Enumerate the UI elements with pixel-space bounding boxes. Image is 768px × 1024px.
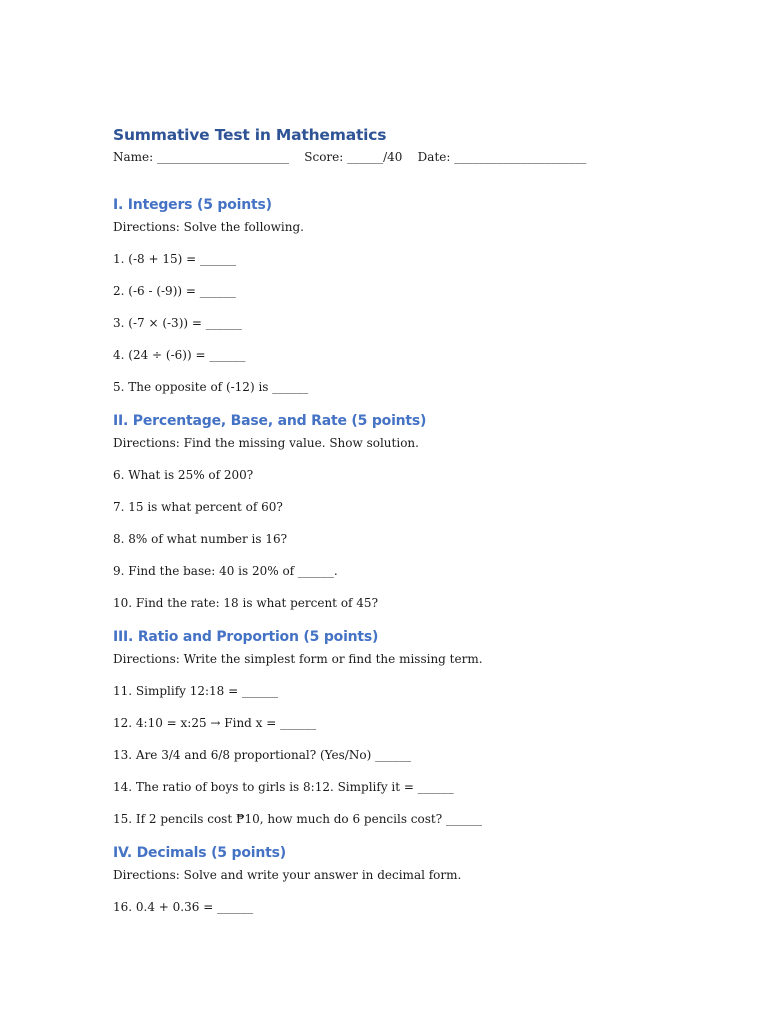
question-item: 4. (24 ÷ (-6)) = ______ [113,348,246,362]
section-heading: IV. Decimals (5 points) [113,845,286,861]
question-item: 2. (-6 - (-9)) = ______ [113,284,236,298]
question-item: 10. Find the rate: 18 is what percent of 45? [113,596,379,610]
section-heading: III. Ratio and Proportion (5 points) [113,629,379,645]
question-item: 6. What is 25% of 200? [113,468,254,482]
question-item: 1. (-8 + 15) = ______ [113,252,236,266]
section-heading: I. Integers (5 points) [113,197,272,213]
section-integers [113,195,673,396]
question-item: 14. The ratio of boys to girls is 8:12. Simplify it = ______ [113,780,454,794]
section-directions: Directions: Solve the following. [113,220,304,234]
section-percentage [113,411,673,612]
section-directions: Directions: Write the simplest form or find the missing term. [113,652,483,666]
question-item: 9. Find the base: 40 is 20% of ______. [113,564,338,578]
question-item: 5. The opposite of (-12) is ______ [113,380,309,394]
question-item: 15. If 2 pencils cost ₱10, how much do 6 pencils cost? ______ [113,812,482,826]
section-directions: Directions: Find the missing value. Show solution. [113,436,419,450]
question-item: 11. Simplify 12:18 = ______ [113,684,278,698]
document-page [113,124,673,916]
question-item: 3. (-7 × (-3)) = ______ [113,316,242,330]
section-decimals [113,843,673,916]
section-heading: II. Percentage, Base, and Rate (5 points) [113,413,427,429]
section-directions: Directions: Solve and write your answer in decimal form. [113,868,462,882]
name-score-date-line: Name: ______________________ Score: ______/40 Date: ______________________ [113,150,587,164]
section-ratio [113,627,673,828]
page-title: Summative Test in Mathematics [113,126,387,144]
question-item: 13. Are 3/4 and 6/8 proportional? (Yes/No) ______ [113,748,412,762]
question-item: 16. 0.4 + 0.36 = ______ [113,900,254,914]
question-item: 8. 8% of what number is 16? [113,532,288,546]
question-item: 7. 15 is what percent of 60? [113,500,283,514]
question-item: 12. 4:10 = x:25 → Find x = ______ [113,716,317,730]
